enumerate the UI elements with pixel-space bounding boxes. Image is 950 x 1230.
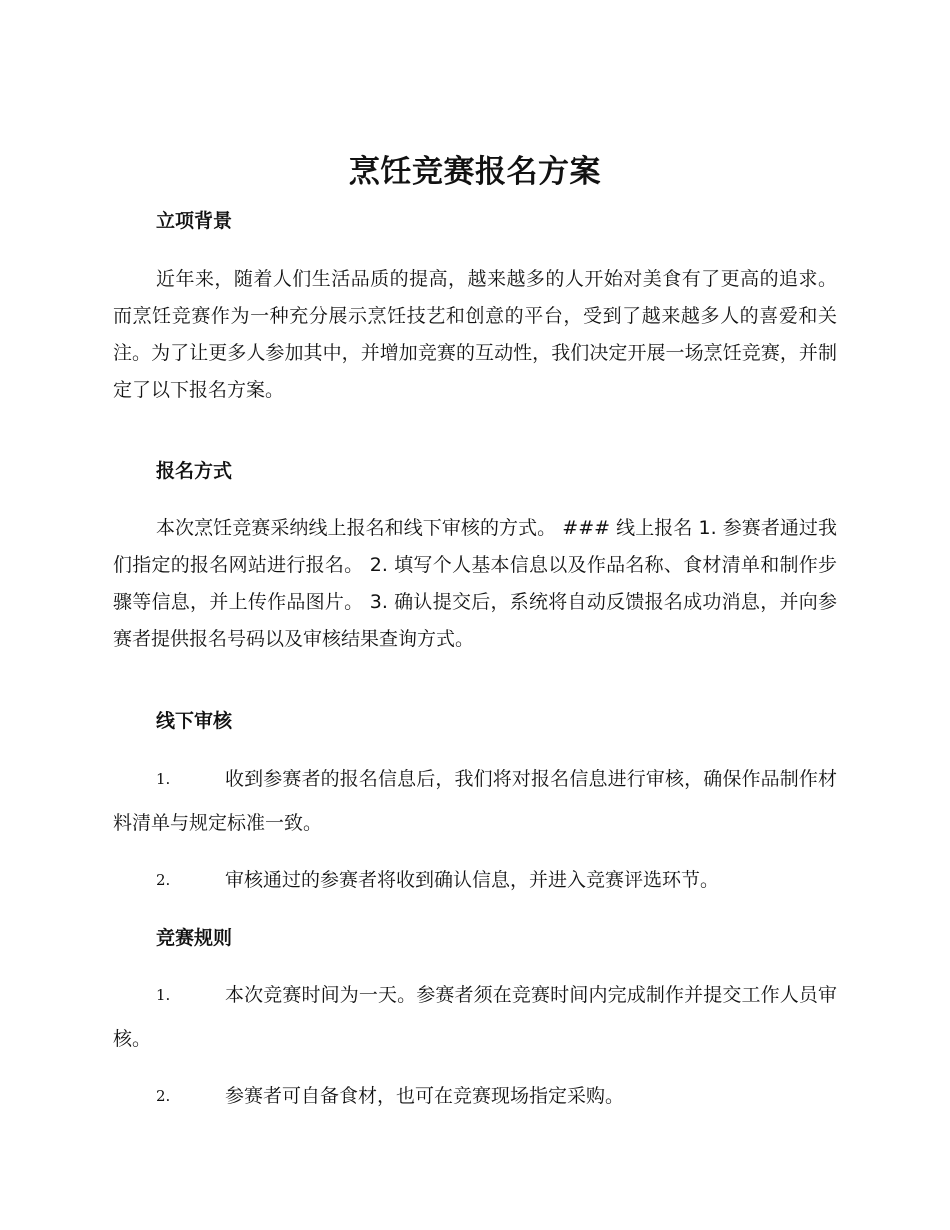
list-item-text: 审核通过的参赛者将收到确认信息，并进入竞赛评选环节。	[225, 869, 720, 891]
list-item-number: 1.	[156, 986, 171, 1004]
list-item-number: 2.	[156, 1087, 171, 1105]
section-heading-offline-review: 线下审核	[156, 710, 233, 732]
list-item-number: 1.	[156, 770, 171, 788]
section-paragraph-background: 近年来，随着人们生活品质的提高，越来越多的人开始对美食有了更高的追求。而烹饪竞赛作为一种充分展示烹饪技艺和创意的平台，受到了越来越多人的喜爱和关注。为了让更多人参加其中，并增加竞赛的互动性，我们决定开展一场烹饪竞赛，并制定了以下报名方案。	[113, 268, 837, 401]
list-item-text: 收到参赛者的报名信息后，我们将对报名信息进行审核，确保作品制作材料清单与规定标准一致。	[113, 768, 837, 834]
list-item-text: 本次竞赛时间为一天。参赛者须在竞赛时间内完成制作并提交工作人员审核。	[113, 984, 837, 1050]
list-item	[113, 757, 837, 845]
list-item	[113, 858, 837, 902]
section-heading-competition-rules: 竞赛规则	[156, 927, 233, 949]
list-item-text: 参赛者可自备食材，也可在竞赛现场指定采购。	[225, 1085, 625, 1107]
document-title: 烹饪竞赛报名方案	[349, 154, 601, 190]
section-paragraph-registration-method: 本次烹饪竞赛采纳线上报名和线下审核的方式。 ### 线上报名 1. 参赛者通过我们指定的报名网站进行报名。 2. 填写个人基本信息以及作品名称、食材清单和制作步骤等信息，并上传作品图片。 3. 确认提交后，系统将自动反馈报名成功消息，并向参赛者提供报名号码以及审核结果查询方式。	[113, 517, 837, 650]
list-item	[113, 973, 837, 1061]
list-item	[113, 1074, 837, 1118]
list-item-number: 2.	[156, 871, 171, 889]
section-heading-registration-method: 报名方式	[156, 460, 233, 482]
section-heading-background: 立项背景	[156, 210, 233, 232]
